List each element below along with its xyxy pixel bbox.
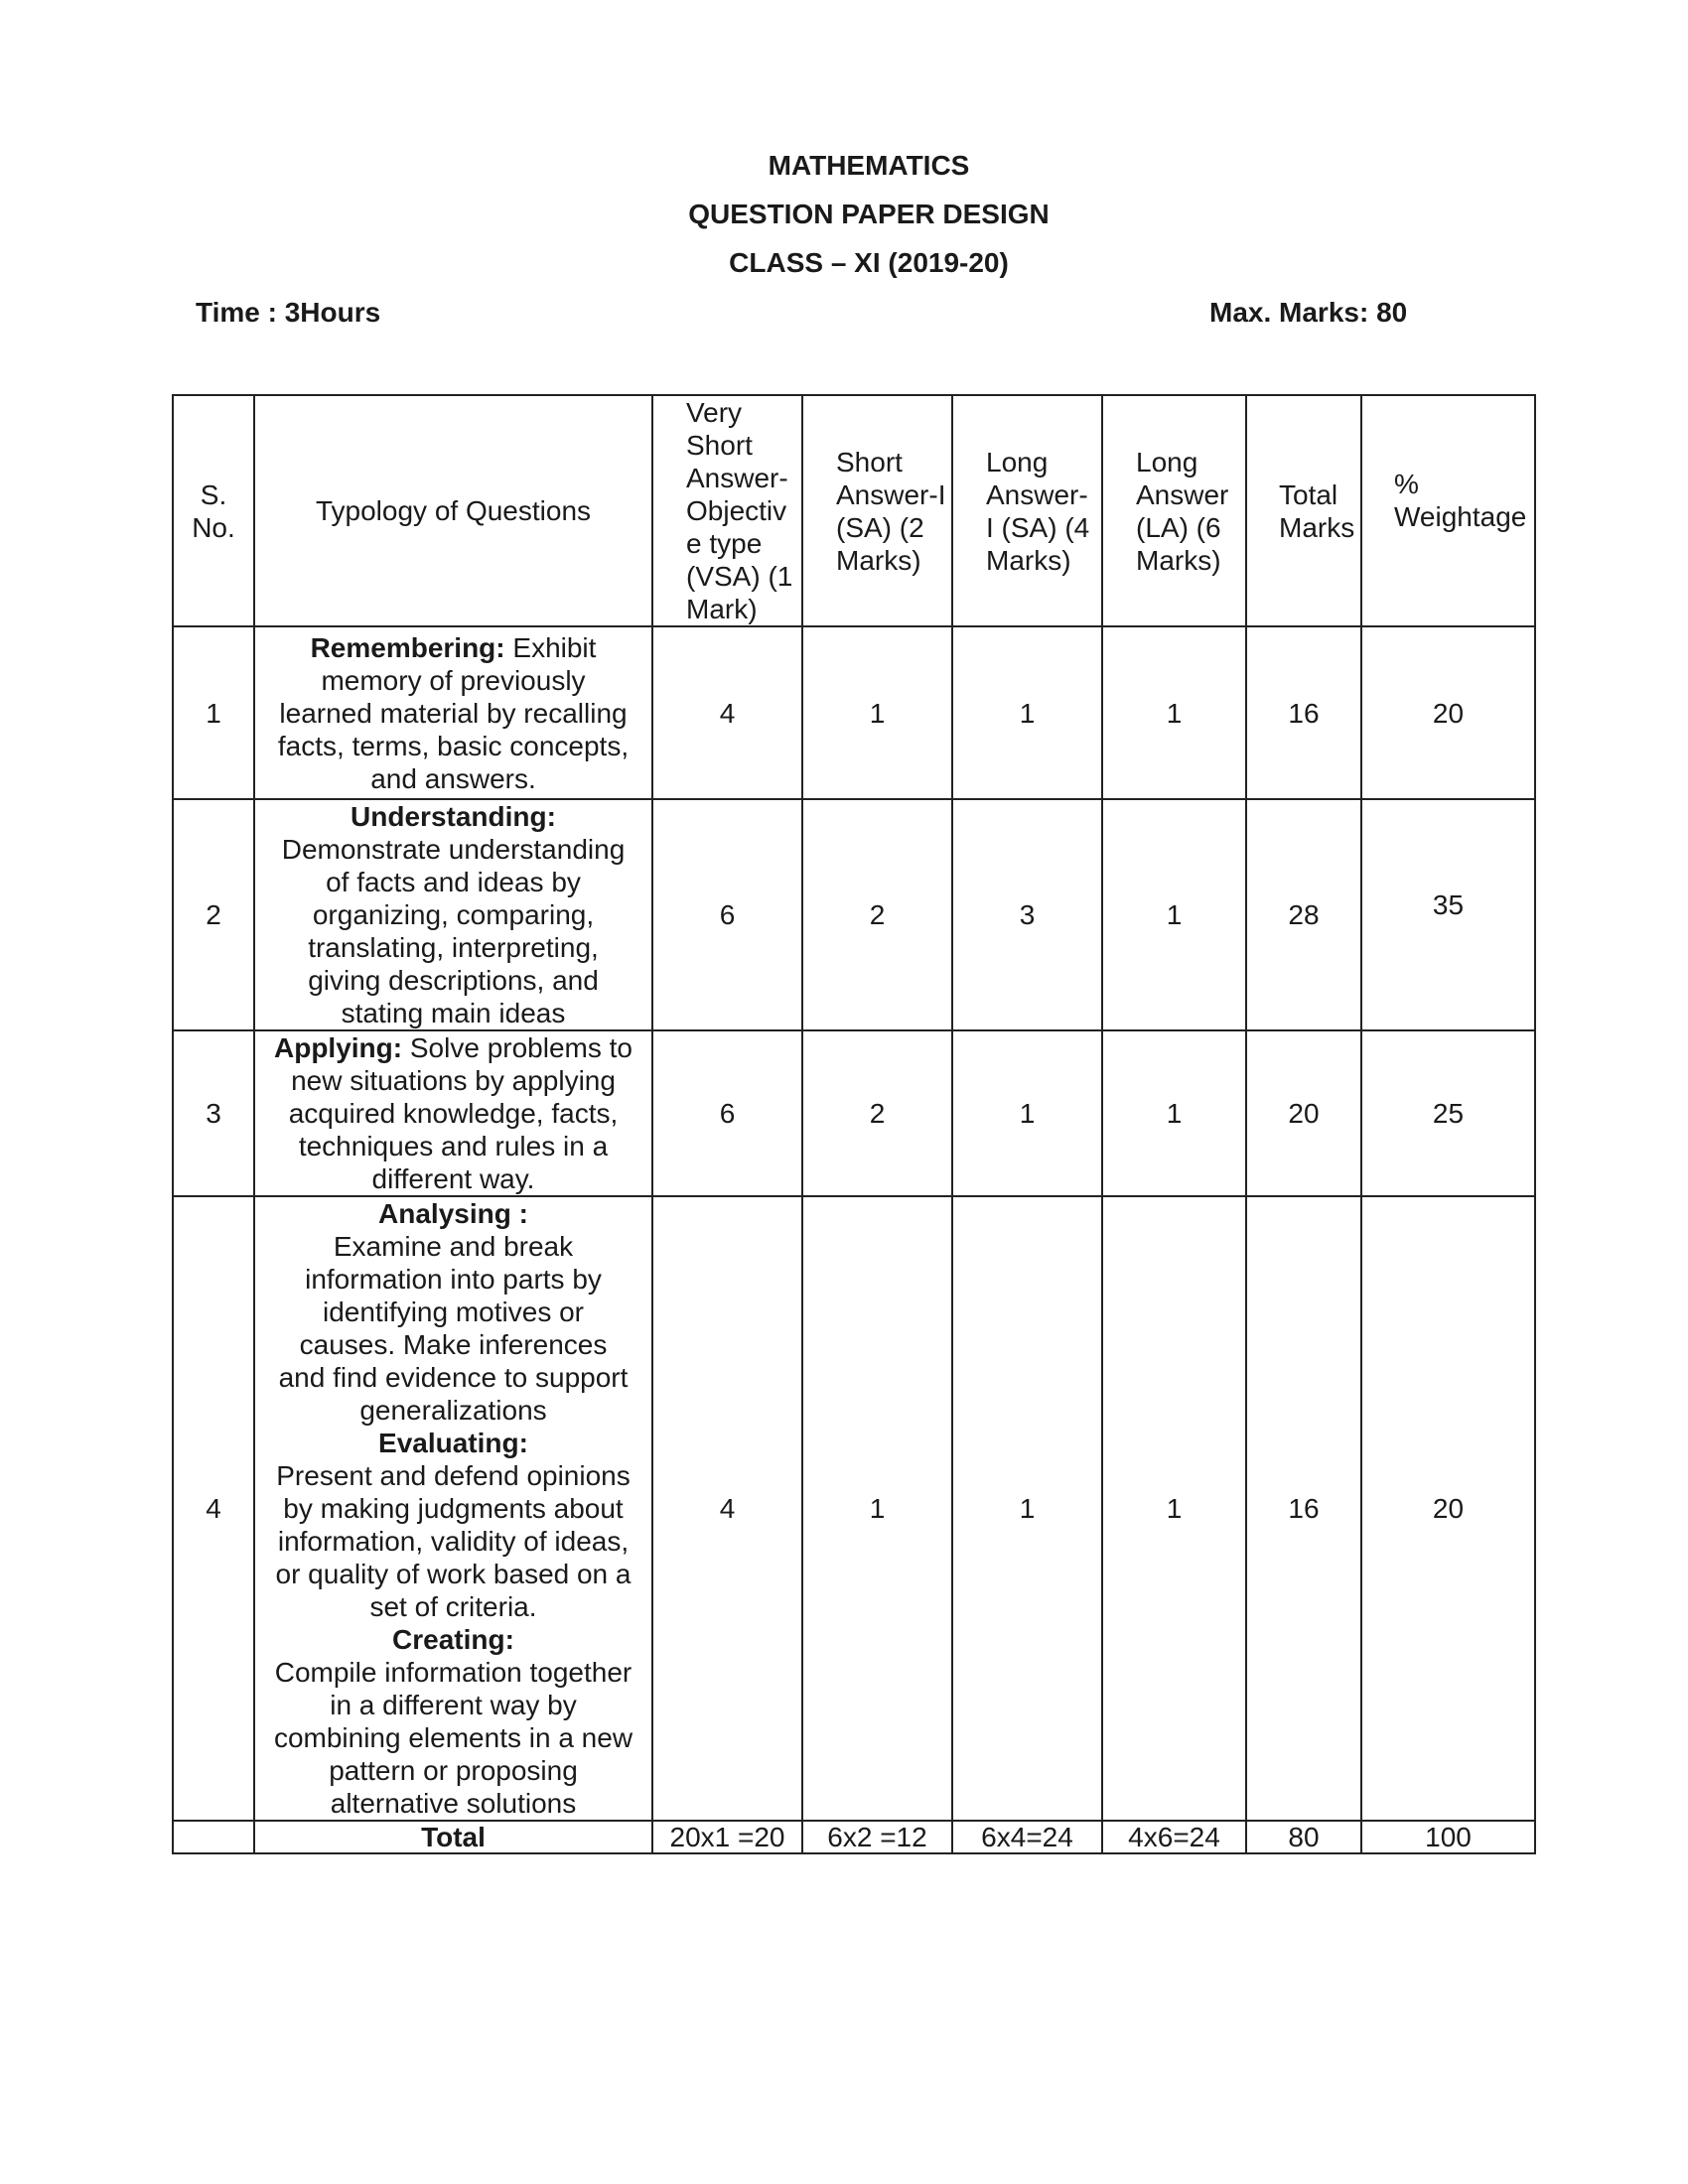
typology-text: learned material by recalling xyxy=(279,697,628,729)
table-row xyxy=(173,1196,1535,1821)
header-line: Short xyxy=(686,430,753,461)
header-line: Total xyxy=(1279,478,1338,510)
typology-text: techniques and rules in a xyxy=(298,1131,609,1161)
typology-line xyxy=(257,1361,649,1394)
total-label: Total xyxy=(254,1821,652,1853)
typology-line xyxy=(257,1754,649,1787)
weightage-cell: 25 xyxy=(1361,1030,1535,1196)
header-line: S. xyxy=(200,478,227,510)
col-typology-header: Typology of Questions xyxy=(254,395,652,626)
header-line: Marks) xyxy=(986,544,1071,576)
sno-cell: 1 xyxy=(173,626,254,799)
typology-heading: Understanding: xyxy=(351,801,556,832)
typology-line xyxy=(257,1787,649,1820)
typology-text: Exhibit xyxy=(504,631,597,663)
sa1-cell: 2 xyxy=(802,1030,952,1196)
typology-cell xyxy=(254,799,652,1030)
typology-cell xyxy=(254,626,652,799)
typology-line xyxy=(257,800,649,833)
typology-text: Present and defend opinions xyxy=(276,1460,631,1491)
typology-line xyxy=(257,1296,649,1328)
header-line: (VSA) (1 xyxy=(686,561,793,592)
col-vsa-header xyxy=(652,395,802,626)
weightage-cell: 20 xyxy=(1361,626,1535,799)
typology-line xyxy=(257,730,649,762)
weightage-cell: 35 xyxy=(1361,799,1535,1030)
typology-text: generalizations xyxy=(359,1395,547,1426)
total-row xyxy=(173,1821,1535,1853)
sa2-cell: 1 xyxy=(952,1196,1102,1821)
typology-line xyxy=(257,931,649,964)
typology-line xyxy=(257,631,649,664)
typology-line xyxy=(257,964,649,997)
total-total-cell: 80 xyxy=(1246,1821,1361,1853)
typology-text: identifying motives or xyxy=(322,1297,584,1327)
typology-line xyxy=(257,1064,649,1097)
header-line: (SA) (2 xyxy=(836,511,924,543)
typology-text: combining elements in a new xyxy=(273,1722,633,1753)
table-row xyxy=(173,626,1535,799)
total-la-cell: 4x6=24 xyxy=(1102,1821,1246,1853)
document-title: QUESTION PAPER DESIGN xyxy=(688,199,1050,229)
col-sa2-header xyxy=(952,395,1102,626)
total-vsa-cell: 20x1 =20 xyxy=(652,1821,802,1853)
header-line: Objectiv xyxy=(686,495,787,526)
typology-line xyxy=(257,1230,649,1263)
total-cell: 28 xyxy=(1246,799,1361,1030)
sno-cell: 4 xyxy=(173,1196,254,1821)
col-sno-header xyxy=(173,395,254,626)
typology-line xyxy=(257,762,649,795)
typology-text: pattern or proposing xyxy=(329,1755,578,1786)
header-line: Short xyxy=(836,446,903,478)
vsa-cell: 4 xyxy=(652,1196,802,1821)
la-cell: 1 xyxy=(1102,1030,1246,1196)
typology-text: information, validity of ideas, xyxy=(277,1526,630,1557)
typology-text: of facts and ideas by xyxy=(326,867,581,897)
typology-heading: Analysing : xyxy=(378,1198,528,1229)
total-sno-cell xyxy=(173,1821,254,1853)
vsa-cell: 6 xyxy=(652,799,802,1030)
header-line: Answer-I xyxy=(836,478,946,510)
sa2-cell: 1 xyxy=(952,1030,1102,1196)
la-cell: 1 xyxy=(1102,1196,1246,1821)
sa1-cell: 2 xyxy=(802,799,952,1030)
total-sa2-cell: 6x4=24 xyxy=(952,1821,1102,1853)
typology-text: information into parts by xyxy=(305,1264,602,1295)
header-line: No. xyxy=(192,511,235,543)
header-line: Answer- xyxy=(986,478,1088,510)
typology-text: causes. Make inferences xyxy=(299,1329,608,1360)
typology-heading: Evaluating: xyxy=(378,1428,528,1458)
la-cell: 1 xyxy=(1102,799,1246,1030)
total-weightage-cell: 100 xyxy=(1361,1821,1535,1853)
typology-text: Solve problems to xyxy=(402,1032,633,1063)
typology-text: giving descriptions, and xyxy=(308,965,599,996)
col-total-header xyxy=(1246,395,1361,626)
typology-text: alternative solutions xyxy=(330,1788,577,1819)
table-row xyxy=(173,799,1535,1030)
sa1-cell: 1 xyxy=(802,1196,952,1821)
typology-heading: Remembering: xyxy=(310,631,505,663)
header-line: % xyxy=(1394,468,1419,499)
header-line: Long xyxy=(1136,446,1198,478)
typology-line xyxy=(257,1097,649,1130)
typology-line xyxy=(257,1031,649,1064)
typology-text: by making judgments about xyxy=(283,1493,624,1524)
total-sa1-cell: 6x2 =12 xyxy=(802,1821,952,1853)
typology-line xyxy=(257,697,649,730)
header-row xyxy=(173,395,1535,626)
typology-text: Examine and break xyxy=(333,1231,574,1262)
typology-text: set of criteria. xyxy=(369,1591,537,1622)
sno-cell: 3 xyxy=(173,1030,254,1196)
header-line: Answer xyxy=(1136,478,1229,510)
typology-line xyxy=(257,664,649,697)
header-line: Marks) xyxy=(836,544,921,576)
typology-line xyxy=(257,1263,649,1296)
table-row xyxy=(173,1030,1535,1196)
header-line: I (SA) (4 xyxy=(986,511,1090,543)
sa2-cell: 1 xyxy=(952,626,1102,799)
question-design-table xyxy=(172,394,1536,1854)
typology-line xyxy=(257,1459,649,1492)
col-weightage-header xyxy=(1361,395,1535,626)
col-la-header xyxy=(1102,395,1246,626)
typology-line xyxy=(257,997,649,1029)
sa2-cell: 3 xyxy=(952,799,1102,1030)
typology-text: acquired knowledge, facts, xyxy=(288,1098,619,1129)
max-marks-label: Max. Marks: 80 xyxy=(1209,297,1408,328)
header-line: Very xyxy=(686,397,743,428)
sa1-cell: 1 xyxy=(802,626,952,799)
typology-line xyxy=(257,1427,649,1459)
header-line: Marks) xyxy=(1136,544,1221,576)
typology-text: and find evidence to support xyxy=(278,1362,629,1393)
vsa-cell: 4 xyxy=(652,626,802,799)
typology-text: facts, terms, basic concepts, xyxy=(277,730,630,761)
typology-heading: Applying: xyxy=(274,1032,403,1063)
document-subject: MATHEMATICS xyxy=(768,150,970,181)
total-cell: 16 xyxy=(1246,1196,1361,1821)
typology-heading: Creating: xyxy=(392,1624,514,1655)
typology-line xyxy=(257,1590,649,1623)
typology-text: different way. xyxy=(371,1163,535,1194)
typology-line xyxy=(257,1492,649,1525)
la-cell: 1 xyxy=(1102,626,1246,799)
typology-text: translating, interpreting, xyxy=(308,932,599,963)
typology-text: and answers. xyxy=(370,762,536,794)
typology-text: or quality of work based on a xyxy=(275,1559,632,1589)
typology-line xyxy=(257,1525,649,1558)
typology-cell xyxy=(254,1196,652,1821)
header-line: (LA) (6 xyxy=(1136,511,1221,543)
typology-line xyxy=(257,1197,649,1230)
typology-line xyxy=(257,1394,649,1427)
typology-line xyxy=(257,1689,649,1721)
document-class: CLASS – XI (2019-20) xyxy=(729,247,1009,278)
typology-line xyxy=(257,898,649,931)
typology-line xyxy=(257,1130,649,1162)
typology-text: stating main ideas xyxy=(341,998,566,1028)
typology-line xyxy=(257,1162,649,1195)
header-line: Marks xyxy=(1279,511,1355,543)
typology-line xyxy=(257,1656,649,1689)
typology-line xyxy=(257,1623,649,1656)
total-cell: 20 xyxy=(1246,1030,1361,1196)
col-sa1-header xyxy=(802,395,952,626)
header-line: Weightage xyxy=(1394,500,1527,532)
vsa-cell: 6 xyxy=(652,1030,802,1196)
header-line: e type xyxy=(686,528,763,559)
typology-text: organizing, comparing, xyxy=(312,899,595,930)
typology-text: Demonstrate understanding xyxy=(281,834,626,865)
typology-text: in a different way by xyxy=(330,1690,577,1720)
typology-text: memory of previously xyxy=(321,664,586,696)
typology-line xyxy=(257,866,649,898)
typology-line xyxy=(257,1328,649,1361)
total-cell: 16 xyxy=(1246,626,1361,799)
typology-cell xyxy=(254,1030,652,1196)
typology-text: new situations by applying xyxy=(291,1065,616,1096)
typology-line xyxy=(257,1721,649,1754)
weightage-cell: 20 xyxy=(1361,1196,1535,1821)
time-label: Time : 3Hours xyxy=(196,297,381,328)
typology-text: Compile information together xyxy=(274,1657,633,1688)
header-line: Mark) xyxy=(686,594,758,624)
header-line: Long xyxy=(986,446,1049,478)
typology-line xyxy=(257,833,649,866)
header-line: Answer- xyxy=(686,463,788,493)
sno-cell: 2 xyxy=(173,799,254,1030)
typology-line xyxy=(257,1558,649,1590)
